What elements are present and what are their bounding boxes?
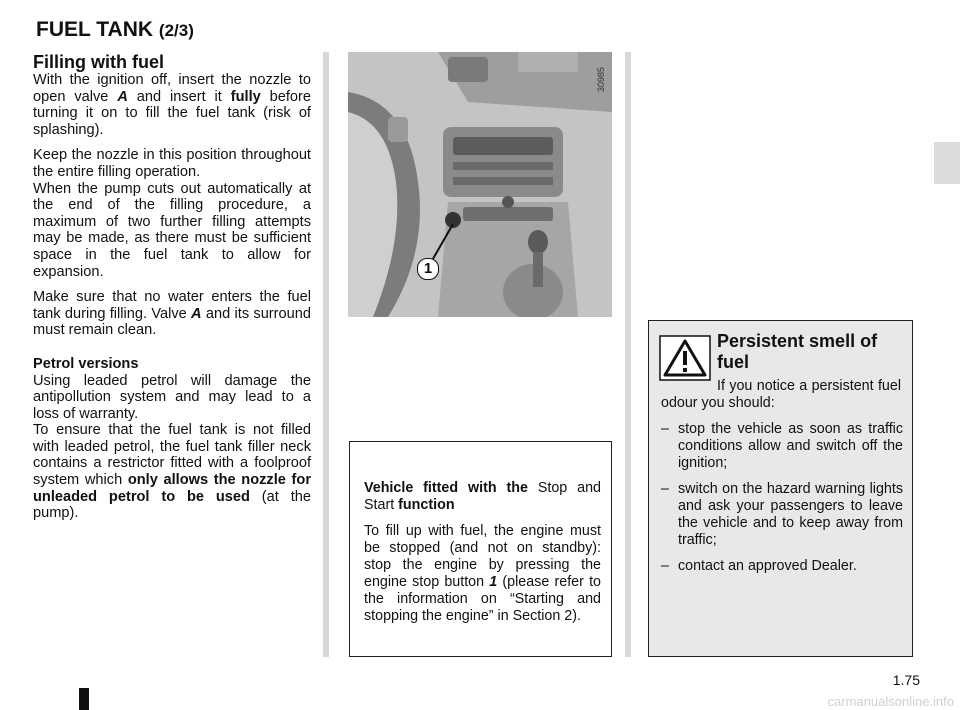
filling-paragraph-1: With the ignition off, insert the nozzle to open valve A and insert it fully before turning it on to fill the fuel tank (risk of splashing). [33, 72, 311, 138]
warning-triangle-icon [659, 335, 711, 381]
section-tab [934, 142, 960, 184]
dashboard-illustration [348, 52, 612, 317]
warning-box [648, 320, 913, 657]
list-item: – switch on the hazard warning lights and ask your passengers to leave the vehicle and to keep away from traffic; [661, 481, 903, 548]
petrol-versions-heading: Petrol versions [33, 355, 139, 372]
warning-intro: If you notice a persistent fuel odour you should: [661, 378, 901, 411]
petrol-paragraph-2: To ensure that the fuel tank is not filled with leaded petrol, the fuel tank filler neck contains a restrictor fitted with a foolproof system which only allows the nozzle for unleaded petrol to be used (at the pump). [33, 422, 312, 522]
title-main: FUEL TANK [36, 18, 154, 41]
page-title [36, 18, 194, 42]
warning-list [661, 421, 903, 584]
column-divider-right [625, 52, 631, 657]
filling-section [33, 52, 311, 531]
page-number: 1.75 [892, 672, 920, 688]
warning-title: Persistent smell of fuel [717, 331, 878, 372]
stop-start-heading: Vehicle fitted with the Stop and Start function [364, 480, 601, 513]
footer-watermark: carmanualsonline.info [827, 694, 954, 709]
stop-start-text: To fill up with fuel, the engine must be stopped (and not on standby): stop the engine by pressing the engine stop button 1 (please refer to the information on “Starting and stopping the engine” in Section 2). [364, 523, 601, 624]
petrol-paragraph-1: Using leaded petrol will damage the antipollution system and may lead to a loss of warranty. [33, 372, 311, 422]
corner-mark [79, 688, 89, 710]
dashboard-drawing [348, 52, 612, 317]
figure-reference-code: 30985 [596, 66, 606, 92]
filling-paragraph-2: Keep the nozzle in this position throughout the entire filling operation. [33, 147, 311, 180]
filling-heading: Filling with fuel [33, 52, 164, 72]
stop-start-box [349, 441, 612, 657]
filling-paragraph-3: When the pump cuts out automatically at the end of the filling procedure, a maximum of two further filling attempts may be made, as there must be sufficient space in the fuel tank to allow for expansion. [33, 180, 311, 280]
list-item: – contact an approved Dealer. [661, 558, 857, 574]
column-divider-left [323, 52, 329, 657]
title-page-count: (2/3) [158, 21, 194, 40]
filling-paragraph-4: Make sure that no water enters the fuel tank during filling. Valve A and its surround must remain clean. [33, 289, 311, 339]
callout-1-label: 1 [417, 258, 439, 280]
list-item: – stop the vehicle as soon as traffic conditions allow and switch off the ignition; [661, 421, 903, 471]
